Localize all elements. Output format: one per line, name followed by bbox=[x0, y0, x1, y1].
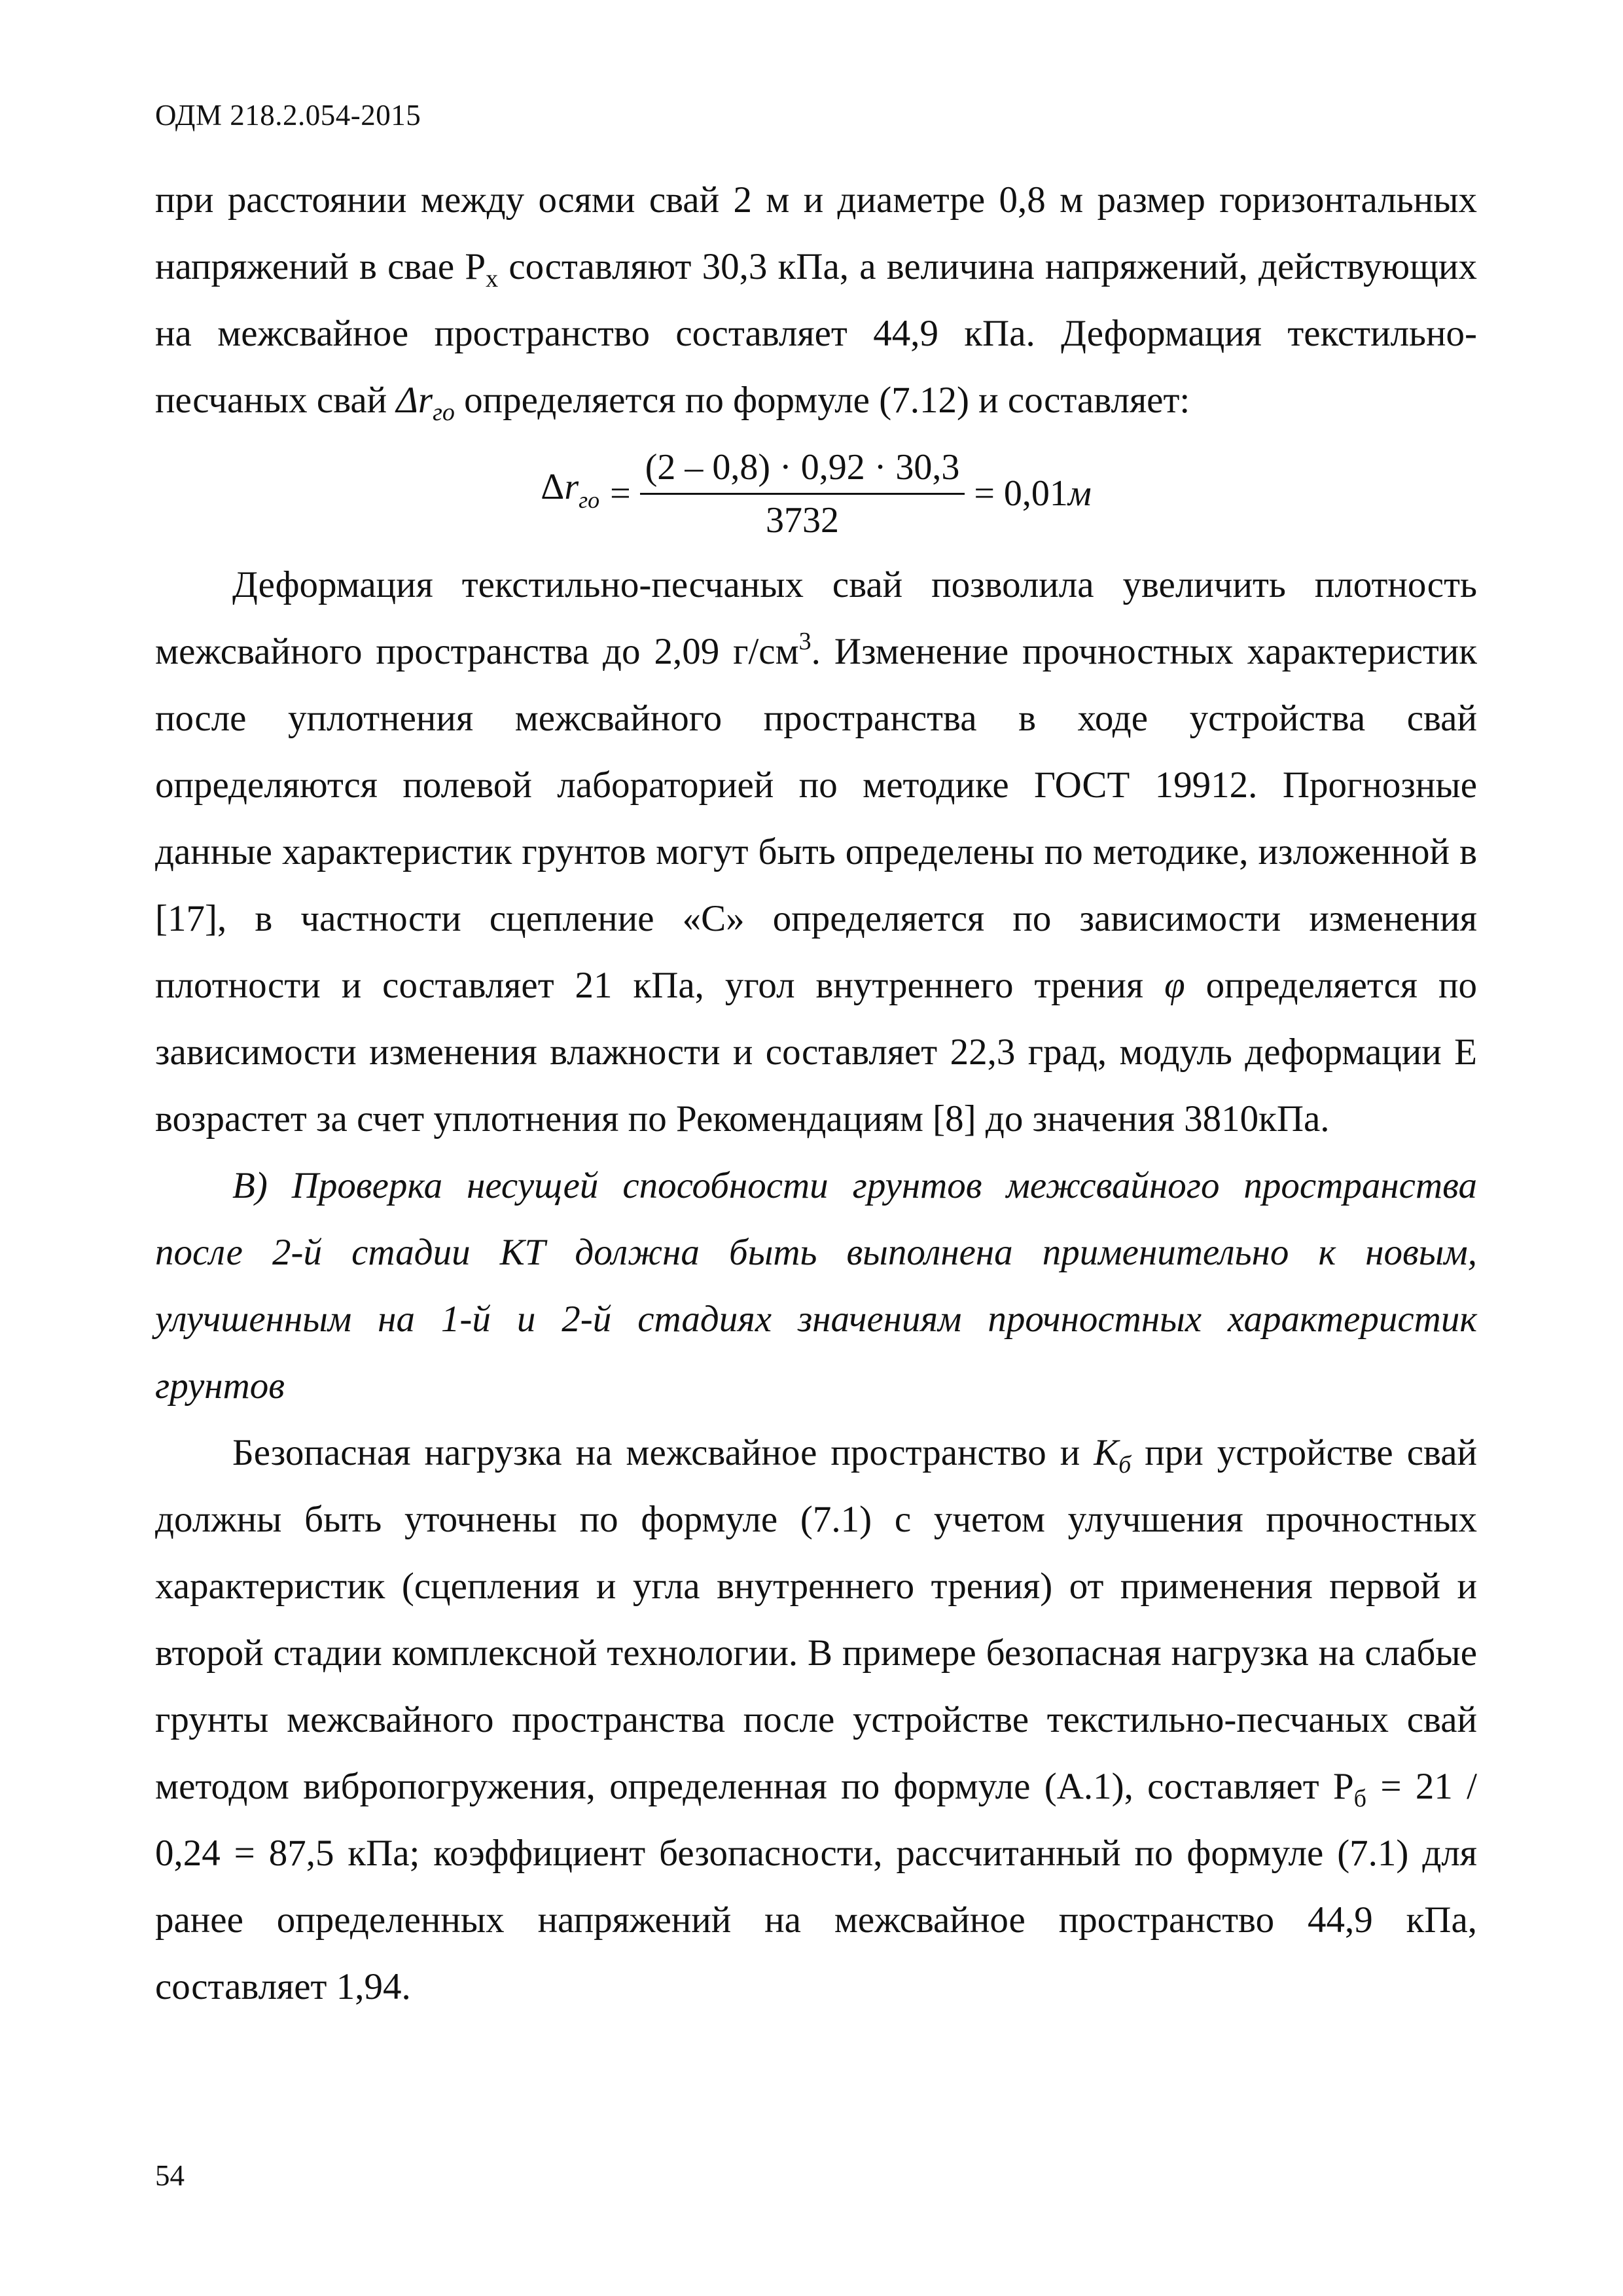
formula-result-value: = 0,01 bbox=[974, 473, 1068, 514]
section-heading-b: В) Проверка несущей способности грунтов межсвайного пространства после 2-й стадии КТ должна быть выполнена применительно к новым, улучшенным на 1-й и 2-й стадиях значениям прочностных характеристик грунтов bbox=[155, 1165, 1477, 1407]
paragraph-text: определяется по формуле (7.12) и составляет: bbox=[454, 380, 1190, 421]
document-code-header: ОДМ 218.2.054-2015 bbox=[155, 99, 421, 132]
formula-numerator: (2 – 0,8) · 0,92 · 30,3 bbox=[645, 446, 960, 488]
paragraph-text: при расстоянии между осями свай 2 м и диаметре 0,8 м размер горизонтальных напряжений в свае Р bbox=[155, 179, 1477, 287]
paragraph-text: определяется по зависимости изменения влажности и составляет 22,3 град, модуль деформации Е возрастет за счет уплотнения по Рекомендациям [8] до значения 3810кПа. bbox=[155, 965, 1477, 1139]
k-symbol: К bbox=[1094, 1432, 1119, 1473]
paragraph-text: Безопасная нагрузка на межсвайное пространство и bbox=[232, 1432, 1094, 1473]
paragraph-text: = 21 / 0,24 = 87,5 кПа; коэффициент безопасности, рассчитанный по формуле (7.1) для ранее определенных напряжений на межсвайное пространство 44,9 кПа, составляет 1,94. bbox=[155, 1766, 1477, 2007]
document-body bbox=[155, 167, 1477, 2020]
deformation-formula bbox=[155, 431, 1477, 556]
p-subscript: б bbox=[1353, 1785, 1367, 1812]
formula-r: r bbox=[564, 467, 579, 507]
phi-symbol: φ bbox=[1164, 965, 1185, 1006]
formula-fraction bbox=[640, 446, 965, 542]
paragraph-text: при устройстве свай должны быть уточнены по формуле (7.1) с учетом улучшения прочностных характеристик (сцепления и угла внутреннего трения) от применения первой и второй стадии комплексной технологии. В примере безопасная нагрузка на слабые грунты межсвайного пространства после устройстве текстильно-песчаных свай методом вибропогружения, определенная по формуле (А.1), составляет Р bbox=[155, 1432, 1477, 1807]
paragraph-text: Деформация текстильно-песчаных свай позволила увеличить плотность межсвайного пространства до 2,09 г/см bbox=[155, 564, 1477, 672]
k-subscript: б bbox=[1118, 1451, 1132, 1479]
formula-r-subscript: го bbox=[579, 487, 600, 513]
paragraph-text: составляют 30,3 кПа, а величина напряжений, действующих на межсвайное пространство составляет 44,9 кПа. Деформация текстильно-песчаных свай bbox=[155, 246, 1477, 421]
superscript-3: 3 bbox=[798, 628, 812, 655]
formula-equals: = bbox=[610, 473, 631, 514]
page-number: 54 bbox=[155, 2159, 185, 2192]
paragraph-text: . Изменение прочностных характеристик после уплотнения межсвайного пространства в ходе устройства свай определяются полевой лабораторией по методике ГОСТ 19912. Прогнозные данные характеристик грунтов могут быть определены по методике, изложенной в [17], в частности сцепление «С» определяется по зависимости изменения плотности и составляет 21 кПа, угол внутреннего трения bbox=[155, 631, 1477, 1006]
paragraph-safe-load bbox=[155, 1420, 1477, 2020]
formula-delta: Δ bbox=[541, 467, 565, 507]
paragraph-pile-stresses bbox=[155, 167, 1477, 434]
delta-r-subscript: го bbox=[433, 399, 455, 426]
formula-lhs bbox=[541, 454, 599, 533]
subscript-x: х bbox=[486, 265, 499, 293]
formula-result bbox=[974, 460, 1091, 527]
formula-denominator: 3732 bbox=[766, 499, 840, 541]
delta-r-symbol: Δr bbox=[396, 380, 433, 421]
formula-unit: м bbox=[1067, 473, 1092, 514]
paragraph-density-increase bbox=[155, 552, 1477, 1153]
